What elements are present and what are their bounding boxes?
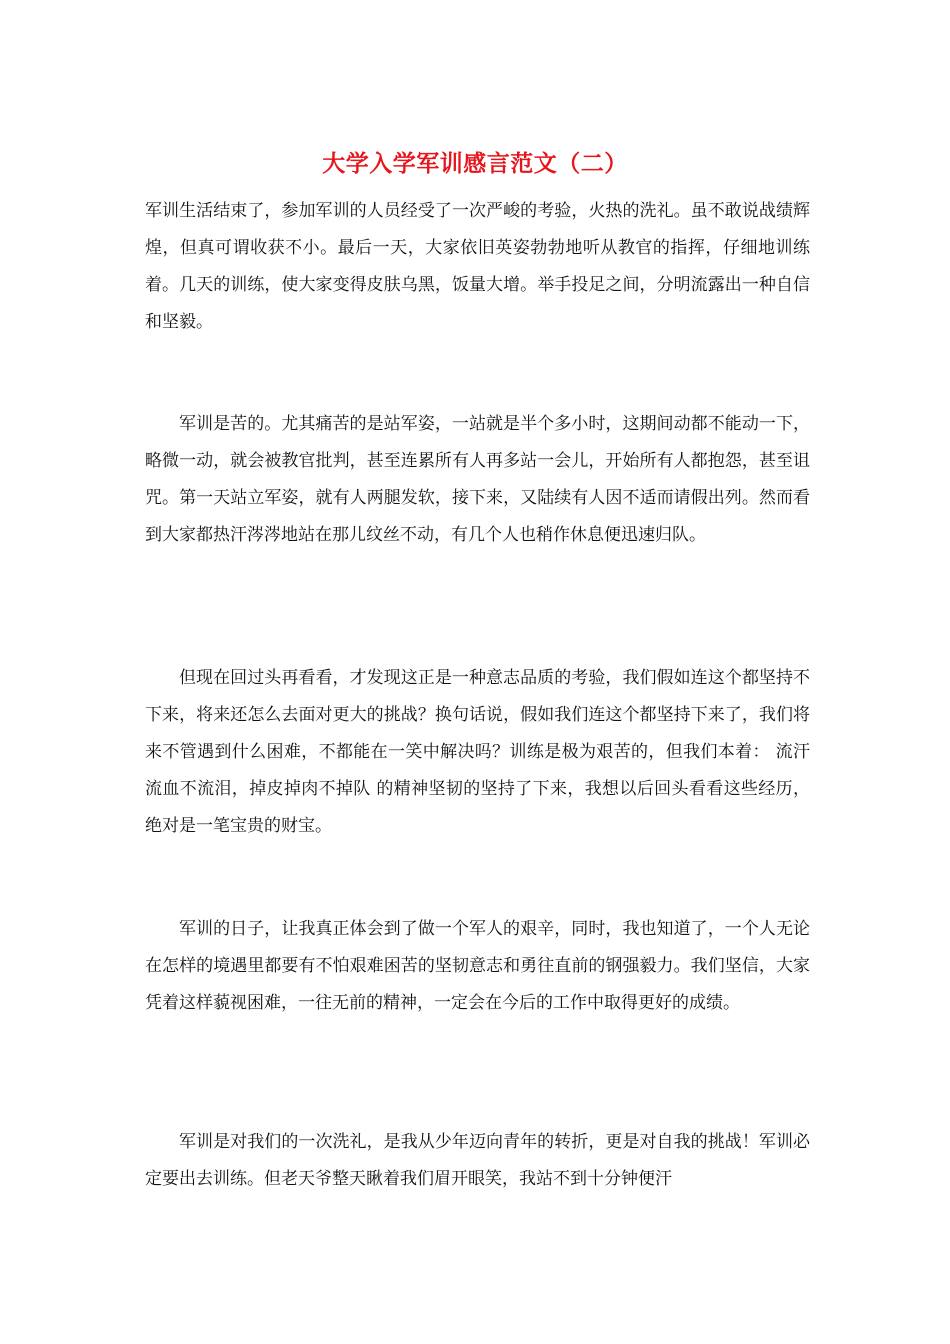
paragraph-5: 军训是对我们的一次洗礼，是我从少年迈向青年的转折，更是对自我的挑战！军训必定要出去训练。但老天爷整天瞅着我们眉开眼笑，我站不到十分钟便汗 bbox=[145, 1132, 810, 1189]
paragraph-3: 但现在回过头再看看，才发现这正是一种意志品质的考验，我们假如连这个都坚持不下来，将来还怎么去面对更大的挑战？换句话说，假如我们连这个都坚持下来了，我们将来不管遇到什么困难，不都能在一笑中解决吗？训练是极为艰苦的，但我们本着： 流汗流血不流泪，掉皮掉肉不掉队 的精神坚韧的坚持了下来，我想以后回头看看这些经历，绝对是一笔宝贵的财宝。 bbox=[145, 668, 810, 836]
paragraph-4: 军训的日子，让我真正体会到了做一个军人的艰辛，同时，我也知道了，一个人无论在怎样的境遇里都要有不怕艰难困苦的坚韧意志和勇往直前的钢强毅力。我们坚信，大家凭着这样藐视困难，一往无前的精神，一定会在今后的工作中取得更好的成绩。 bbox=[145, 919, 810, 1013]
paragraph-1: 军训生活结束了，参加军训的人员经受了一次严峻的考验，火热的洗礼。虽不敢说战绩辉煌，但真可谓收获不小。最后一天，大家依旧英姿勃勃地听从教官的指挥，仔细地训练着。几天的训练，使大家变得皮肤乌黑，饭量大增。举手投足之间，分明流露出一种自信和坚毅。 bbox=[145, 201, 810, 332]
document-title: 大学入学军训感言范文（二） bbox=[322, 150, 628, 177]
paragraph-2: 军训是苦的。尤其痛苦的是站军姿，一站就是半个多小时，这期间动都不能动一下，略微一动，就会被教官批判，甚至连累所有人再多站一会儿，开始所有人都抱怨，甚至诅咒。第一天站立军姿，就有人两腿发软，接下来，又陆续有人因不适而请假出列。然而看到大家都热汗涔涔地站在那儿纹丝不动，有几个人也稍作休息便迅速归队。 bbox=[145, 414, 810, 545]
